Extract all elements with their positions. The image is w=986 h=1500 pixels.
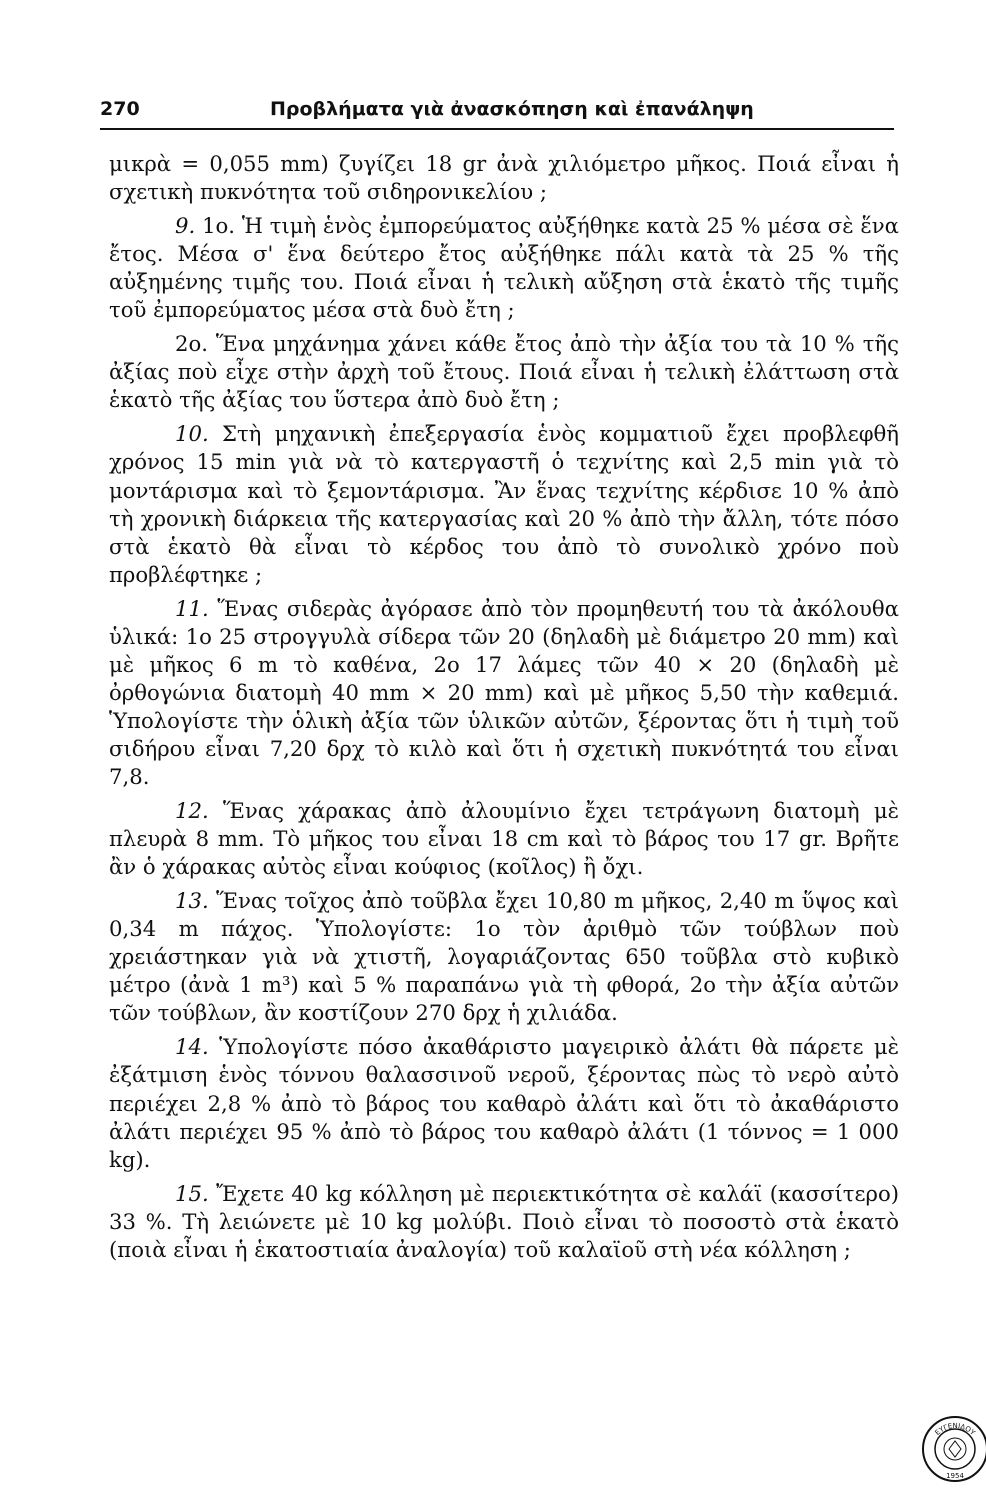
paragraph-text: Ἔχετε 40 kg κόλληση μὲ περιεκτικότητα σὲ καλάϊ (κασσίτερο) 33 %. Τὴ λειώνετε μὲ 10 kg μολύβι. Ποιὸ εἶναι τὸ ποσοστὸ στὰ ἑκατὸ (ποιὰ εἶναι ἡ ἑκατοστιαία ἀναλογία) τοῦ καλαϊοῦ στὴ νέα κόλληση ; [109, 1180, 899, 1262]
problem-number: 11. [175, 595, 209, 621]
body-text [109, 150, 899, 1270]
problem-number: 14. [175, 1034, 209, 1060]
stamp-label: ΕΥΓΕΝΙΔΟΥ [933, 1421, 977, 1437]
problem-number: 13. [175, 888, 209, 914]
paragraph-text: Στὴ μηχανικὴ ἐπεξεργασία ἑνὸς κομματιοῦ ἔχει προβλεφθῆ χρόνος 15 min γιὰ νὰ τὸ κατεργαστῆ ὁ τεχνίτης καὶ 2,5 min γιὰ τὸ μοντάρισμα καὶ τὸ ξεμοντάρισμα. Ἂν ἕνας τεχνίτης κέρδισε 10 % ἀπὸ τὴ χρονικὴ διάρκεια τῆς κατεργασίας καὶ 20 % ἀπὸ τὴν ἄλλη, τότε πόσο στὰ ἑκατὸ θὰ εἶναι τὸ κέρδος του ἀπὸ τὸ συνολικὸ χρόνο ποὺ προβλέφτηκε ; [109, 421, 899, 587]
problem-number: 10. [175, 421, 209, 447]
problem-10 [109, 420, 899, 588]
paragraph-text: μικρὰ = 0,055 mm) ζυγίζει 18 gr ἀνὰ χιλιόμετρο μῆκος. Ποιά εἶναι ἡ σχετικὴ πυκνότητα τοῦ σιδηρονικελίου ; [109, 151, 899, 205]
stamp-year: 1954 [946, 1472, 964, 1480]
paragraph-text: Ἕνας σιδερὰς ἀγόρασε ἀπὸ τὸν προμηθευτή του τὰ ἀκόλουθα ὑλικά: 1ο 25 στρογγυλὰ σίδερα τῶν 20 (δηλαδὴ μὲ διάμετρο 20 mm) καὶ μὲ μῆκος 6 m τὸ καθένα, 2ο 17 λάμες τῶν 40 × 20 (δηλαδὴ μὲ ὀρθογώνια διατομὴ 40 mm × 20 mm) καὶ μὲ μῆκος 5,50 τὴν καθεμιά. Ὑπολογίστε τὴν ὁλικὴ ἀξία τῶν ὑλικῶν αὐτῶν, ξέροντας ὅτι ἡ τιμὴ τοῦ σιδήρου εἶναι 7,20 δρχ τὸ κιλὸ καὶ ὅτι ἡ σχετικὴ πυκνότητά του εἶναι 7,8. [109, 595, 899, 789]
paragraph-text: Ἕνας τοῖχος ἀπὸ τοῦβλα ἔχει 10,80 m μῆκος, 2,40 m ὕψος καὶ 0,34 m πάχος. Ὑπολογίστε: 1ο τὸν ἀριθμὸ τῶν τούβλων ποὺ χρειάστηκαν γιὰ νὰ χτιστῆ, λογαριάζοντας 650 τοῦβλα στὸ κυβικὸ μέτρο (ἀνὰ 1 m³) καὶ 5 % παραπάνω γιὰ τὴ φθορά, 2ο τὴν ἀξία αὐτῶν τῶν τούβλων, ἂν κοστίζουν 270 δρχ ἡ χιλιάδα. [109, 888, 899, 1026]
problem-11 [109, 595, 899, 791]
problem-12 [109, 797, 899, 881]
problem-number: 9. [175, 213, 196, 239]
problem-13 [109, 887, 899, 1027]
page-header [100, 98, 894, 130]
paragraph-text: 1ο. Ἡ τιμὴ ἑνὸς ἐμπορεύματος αὐξήθηκε κατὰ 25 % μέσα σὲ ἕνα ἔτος. Μέσα σ' ἕνα δεύτερο ἔτος αὐξήθηκε πάλι κατὰ τὰ 25 % τῆς αὐξημένης τιμῆς του. Ποιά εἶναι ἡ τελικὴ αὔξηση στὰ ἑκατὸ τῆς τιμῆς τοῦ ἐμπορεύματος μέσα στὰ δυὸ ἔτη ; [109, 213, 899, 323]
running-title: Προβλήματα γιὰ ἀνασκόπηση καὶ ἐπανάληψη [270, 98, 754, 120]
problem-9-part-1 [109, 212, 899, 324]
problem-9-part-2 [109, 330, 899, 414]
problem-14 [109, 1033, 899, 1173]
library-stamp [920, 1414, 986, 1484]
problem-number: 12. [175, 798, 209, 824]
page-number: 270 [100, 98, 140, 120]
paragraph-continuation [109, 150, 899, 206]
problem-number: 15. [175, 1180, 209, 1206]
paragraph-text: Ἕνας χάρακας ἀπὸ ἀλουμίνιο ἔχει τετράγωνη διατομὴ μὲ πλευρὰ 8 mm. Τὸ μῆκος του εἶναι 18 cm καὶ τὸ βάρος του 17 gr. Βρῆτε ἂν ὁ χάρακας αὐτὸς εἶναι κούφιος (κοῖλος) ἢ ὄχι. [109, 798, 899, 880]
paragraph-text: Ὑπολογίστε πόσο ἀκαθάριστο μαγειρικὸ ἀλάτι θὰ πάρετε μὲ ἐξάτμιση ἑνὸς τόννου θαλασσινοῦ νεροῦ, ξέροντας πὼς τὸ νερὸ αὐτὸ περιέχει 2,8 % ἀπὸ τὸ βάρος του καθαρὸ ἀλάτι καὶ ὅτι τὸ ἀκαθάριστο ἀλάτι περιέχει 95 % ἀπὸ τὸ βάρος του καθαρὸ ἀλάτι (1 τόννος = 1 000 kg). [109, 1034, 899, 1172]
stamp-emblem-mark [949, 1441, 961, 1457]
paragraph-text: 2ο. Ἕνα μηχάνημα χάνει κάθε ἔτος ἀπὸ τὴν ἀξία του τὰ 10 % τῆς ἀξίας ποὺ εἶχε στὴν ἀρχὴ τοῦ ἔτους. Ποιά εἶναι ἡ τελικὴ ἐλάττωση στὰ ἑκατὸ τῆς ἀξίας του ὕστερα ἀπὸ δυὸ ἔτη ; [109, 331, 899, 413]
problem-15 [109, 1180, 899, 1264]
